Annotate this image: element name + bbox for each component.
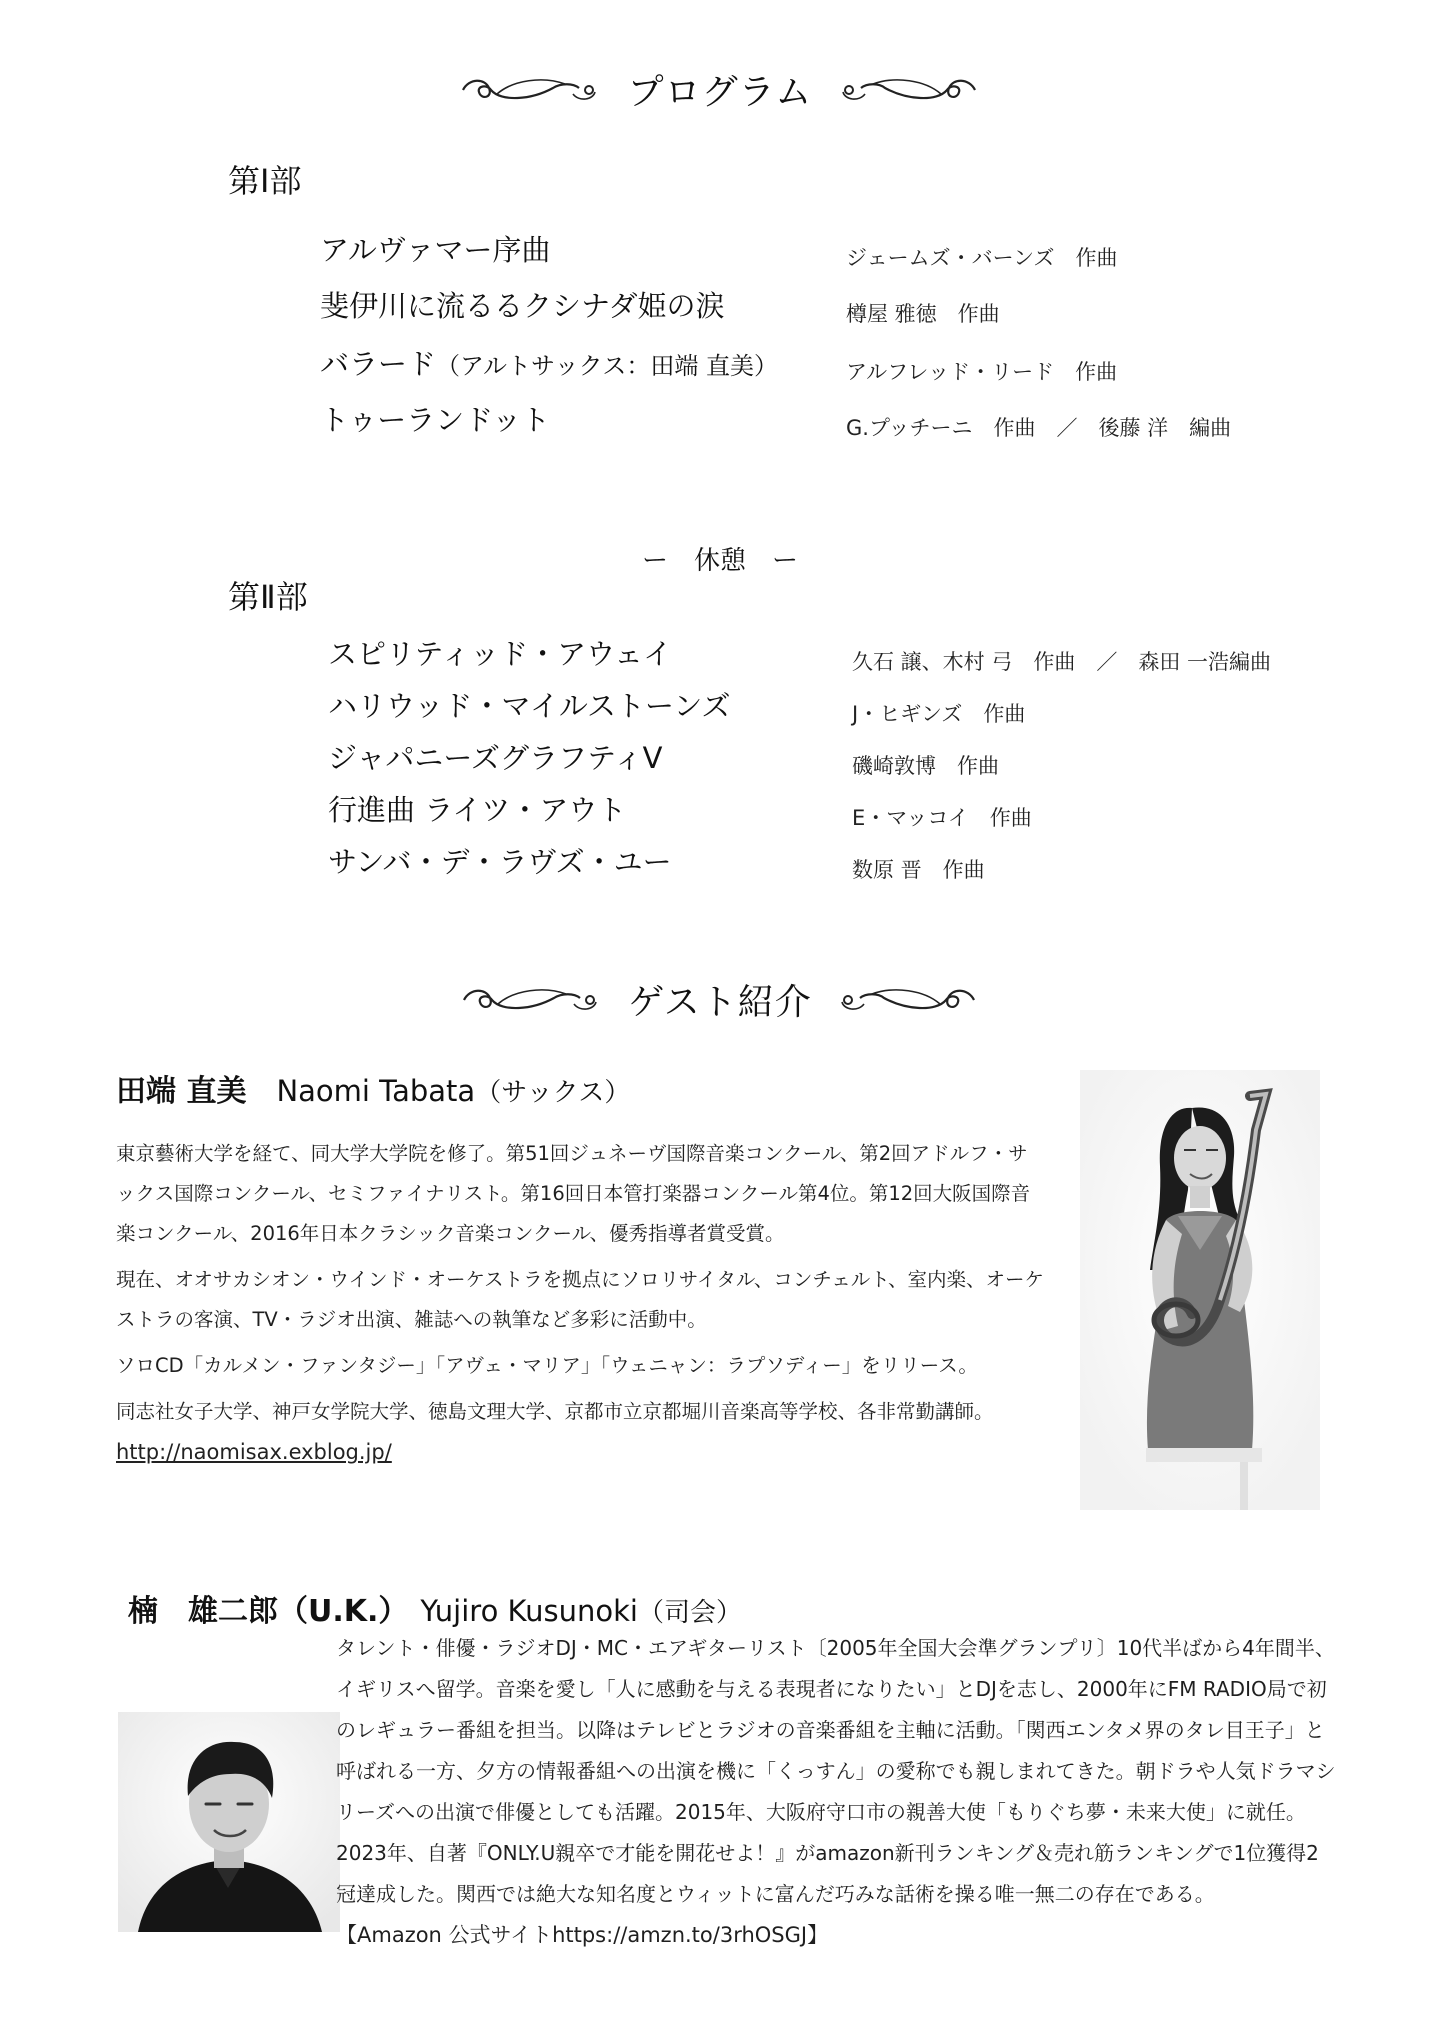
program-title: プログラム xyxy=(627,72,813,113)
guest-name-kusunoki xyxy=(128,1586,742,1630)
part1-heading: 第Ⅰ部 xyxy=(228,162,302,200)
piece-composer: J・ヒギンズ 作曲 xyxy=(852,702,1026,726)
role: （サックス） xyxy=(475,1078,631,1108)
piece-title: ハリウッド・マイルストーンズ xyxy=(328,689,731,723)
name-ja: 楠 雄二郎（U.K.） xyxy=(128,1594,409,1629)
right-ornament-icon xyxy=(839,74,979,106)
left-ornament-icon xyxy=(461,74,601,106)
bio-kusunoki xyxy=(336,1628,1336,1956)
piece-title: ジャパニーズグラフティⅤ xyxy=(328,741,663,775)
part2-heading: 第Ⅱ部 xyxy=(228,578,308,616)
name-en: Yujiro Kusunoki xyxy=(420,1594,638,1628)
program-item xyxy=(0,736,1440,788)
role: （司会） xyxy=(637,1598,742,1628)
piece-composer: 樽屋 雅徳 作曲 xyxy=(846,302,1000,326)
piece-note: （アルトサックス：田端 直美） xyxy=(436,352,778,380)
intermission: ー 休憩 ー xyxy=(641,546,798,576)
bio-paragraph: ソロCD「カルメン・ファンタジー」「アヴェ・マリア」「ウェニャン：ラプソディー」をリリース。 xyxy=(116,1354,978,1377)
name-ja: 田端 直美 xyxy=(116,1074,247,1109)
piece-composer: アルフレッド・リード 作曲 xyxy=(846,360,1118,384)
guest-name-tabata xyxy=(116,1066,630,1110)
name-en: Naomi Tabata xyxy=(276,1074,476,1108)
piece-composer: 久石 譲、木村 弓 作曲 ／ 森田 一浩編曲 xyxy=(852,650,1272,674)
right-ornament-icon xyxy=(838,984,978,1016)
piece-composer: E・マッコイ 作曲 xyxy=(852,806,1032,830)
bio-paragraph: 東京藝術大学を経て、同大学大学院を修了。第51回ジュネーヴ国際音楽コンクール、第2回アドルフ・サックス国際コンクール、セミファイナリスト。第16回日本管打楽器コンクール第4位。第12回大阪国際音楽コンクール、2016年日本クラシック音楽コンクール、優秀指導者賞受賞。 xyxy=(116,1142,1031,1245)
piece-title: バラード（アルトサックス：田端 直美） xyxy=(320,347,778,381)
piece-title: 斐伊川に流るるクシナダ姫の涙 xyxy=(320,289,725,323)
program-section-title xyxy=(0,64,1440,115)
piece-composer: ジェームズ・バーンズ 作曲 xyxy=(846,246,1118,270)
photo-kusunoki xyxy=(118,1712,340,1932)
guest-section-title xyxy=(0,974,1440,1025)
program-item xyxy=(0,398,1440,450)
program-item xyxy=(0,342,1440,394)
website-link[interactable]: http://naomisax.exblog.jp/ xyxy=(116,1440,392,1464)
piece-title: サンバ・デ・ラヴズ・ユー xyxy=(328,845,672,879)
program-item xyxy=(0,788,1440,840)
bio-paragraph: タレント・俳優・ラジオDJ・MC・エアギターリスト〔2005年全国大会準グランプリ〕10代半ばから4年間半、イギリスへ留学。音楽を愛し「人に感動を与える表現者になりたい」とDJを志し、2000年にFM RADIO局で初のレギュラー番組を担当。以降はテレビとラジオの音楽番組を主軸に活動。「関西エンタメ界のタレ目王子」と呼ばれる一方、夕方の情報番組への出演を機に「くっすん」の愛称でも親しまれてきた。朝ドラや人気ドラマシリーズへの出演で俳優としても活躍。2015年、大阪府守口市の親善大使「もりぐち夢・未来大使」に就任。2023年、自著『ONLY.U親卒で才能を開花せよ！』がamazon新刊ランキング＆売れ筋ランキングで1位獲得2冠達成した。関西では絶大な知名度とウィットに富んだ巧みな話術を操る唯一無二の存在である。 xyxy=(336,1636,1336,1906)
amazon-link[interactable]: 【Amazon 公式サイトhttps://amzn.to/3rhOSGJ】 xyxy=(336,1923,829,1947)
piece-composer: G.プッチーニ 作曲 ／ 後藤 洋 編曲 xyxy=(846,416,1232,440)
program-item xyxy=(0,284,1440,336)
piece-title: スピリティッド・アウェイ xyxy=(328,637,672,671)
piece-title: トゥーランドット xyxy=(320,403,551,437)
bio-paragraph: 現在、オオサカシオン・ウインド・オーケストラを拠点にソロリサイタル、コンチェルト、室内楽、オーケストラの客演、TV・ラジオ出演、雑誌への執筆など多彩に活動中。 xyxy=(116,1268,1045,1331)
piece-composer: 数原 晋 作曲 xyxy=(852,858,985,882)
piece-title: アルヴァマー序曲 xyxy=(320,233,551,267)
piece-composer: 磯崎敦博 作曲 xyxy=(852,754,999,778)
piece-title: 行進曲 ライツ・アウト xyxy=(328,793,627,827)
program-item xyxy=(0,684,1440,736)
program-item xyxy=(0,840,1440,892)
program-item xyxy=(0,228,1440,280)
guest-title: ゲスト紹介 xyxy=(628,982,812,1023)
bio-tabata xyxy=(116,1134,1046,1473)
bio-paragraph: 同志社女子大学、神戸女学院大学、徳島文理大学、京都市立京都堀川音楽高等学校、各非常勤講師。 xyxy=(116,1400,994,1423)
left-ornament-icon xyxy=(462,984,602,1016)
photo-tabata xyxy=(1080,1070,1320,1510)
program-item xyxy=(0,632,1440,684)
